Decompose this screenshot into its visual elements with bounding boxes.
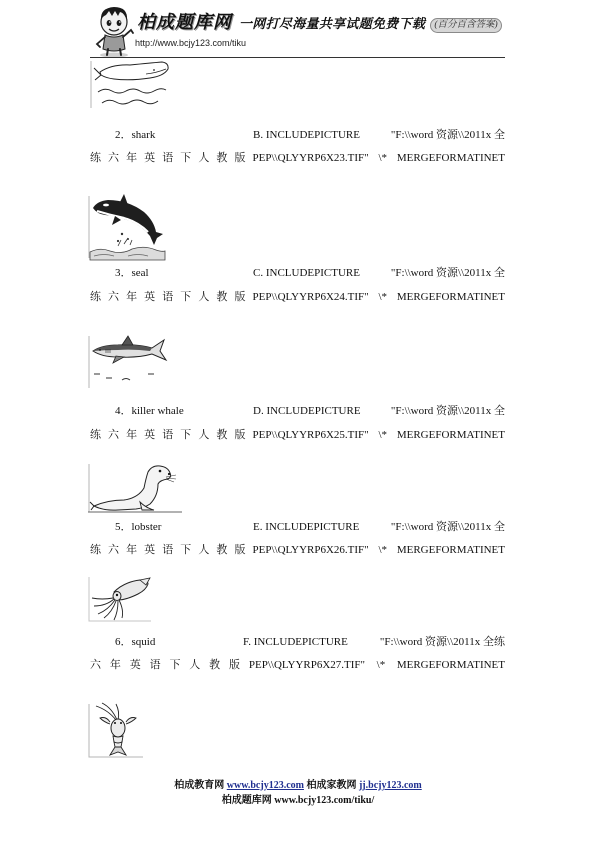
- question-number: 5．: [115, 521, 132, 533]
- question-row: [0, 128, 596, 142]
- question-item: [115, 520, 161, 534]
- seal-picture: [88, 462, 182, 514]
- squid-picture: [88, 576, 152, 622]
- option-continuation: 练六年英语下人教版PEP\\QLYYRP6X23.TIF" \* MERGEFORMATINET: [90, 152, 505, 164]
- option-field-code: [253, 128, 505, 142]
- option-continuation: 练六年英语下人教版PEP\\QLYYRP6X24.TIF" \* MERGEFORMATINET: [90, 291, 505, 303]
- option-field-code: [253, 266, 505, 280]
- site-name: 柏成题库网: [137, 12, 232, 32]
- option-path: "F:\\word 资源\\2011x 全: [390, 405, 505, 417]
- shark-picture: [88, 334, 170, 390]
- footer-tiku-label: 柏成题库网: [221, 795, 272, 806]
- footer-edu-label: 柏成教育网: [174, 780, 225, 791]
- option-field-code: [253, 520, 505, 534]
- option-label: E. INCLUDEPICTURE: [253, 521, 360, 533]
- option-label: B. INCLUDEPICTURE: [253, 129, 360, 141]
- footer-tutor-link[interactable]: jj.bcjy123.com: [358, 780, 422, 791]
- question-row: [0, 404, 596, 418]
- header-url: http://www.bcjy123.com/tiku: [135, 38, 247, 48]
- footer-tiku-line: [0, 794, 596, 807]
- option-field-code: [253, 404, 505, 418]
- question-item: [115, 128, 155, 142]
- option-label: C. INCLUDEPICTURE: [253, 267, 360, 279]
- mascot-logo-icon: [92, 4, 136, 58]
- question-number: 6．: [115, 636, 132, 648]
- lobster-picture: [88, 702, 144, 759]
- footer-tiku-url: www.bcjy123.com/tiku/: [274, 795, 375, 806]
- whale-picture: [90, 60, 172, 114]
- footer-tutor-label: 柏成家教网: [306, 780, 357, 791]
- footer-links-line: [0, 779, 596, 792]
- footer-edu-link[interactable]: www.bcjy123.com: [226, 780, 304, 791]
- question-row: [0, 635, 596, 649]
- question-number: 4．: [115, 405, 132, 417]
- question-number: 2．: [115, 129, 132, 141]
- option-path: "F:\\word 资源\\2011x 全: [390, 129, 505, 141]
- answer-badge: (百分百含答案): [430, 18, 502, 33]
- question-item: [115, 404, 184, 418]
- option-path: "F:\\word 资源\\2011x 全练: [379, 636, 505, 648]
- option-continuation: 练六年英语下人教版PEP\\QLYYRP6X25.TIF" \* MERGEFORMATINET: [90, 429, 505, 441]
- option-field-code: [243, 635, 505, 649]
- question-word: seal: [131, 267, 149, 279]
- option-label: F. INCLUDEPICTURE: [243, 636, 348, 648]
- question-word: shark: [131, 129, 156, 141]
- option-continuation: 六年英语下人教版PEP\\QLYYRP6X27.TIF" \* MERGEFORMATINET: [90, 659, 505, 671]
- question-item: [115, 266, 149, 280]
- option-label: D. INCLUDEPICTURE: [253, 405, 361, 417]
- killer-whale-picture: [88, 194, 166, 261]
- question-number: 3．: [115, 267, 132, 279]
- question-word: squid: [131, 636, 156, 648]
- header-divider: [90, 57, 505, 58]
- question-word: lobster: [131, 521, 162, 533]
- option-path: "F:\\word 资源\\2011x 全: [390, 267, 505, 279]
- question-word: killer whale: [131, 405, 184, 417]
- option-path: "F:\\word 资源\\2011x 全: [390, 521, 505, 533]
- question-row: [0, 520, 596, 534]
- question-item: [115, 635, 155, 649]
- question-row: [0, 266, 596, 280]
- site-slogan: 一网打尽海量共享试题免费下载: [239, 16, 426, 31]
- option-continuation: 练六年英语下人教版PEP\\QLYYRP6X26.TIF" \* MERGEFORMATINET: [90, 544, 505, 556]
